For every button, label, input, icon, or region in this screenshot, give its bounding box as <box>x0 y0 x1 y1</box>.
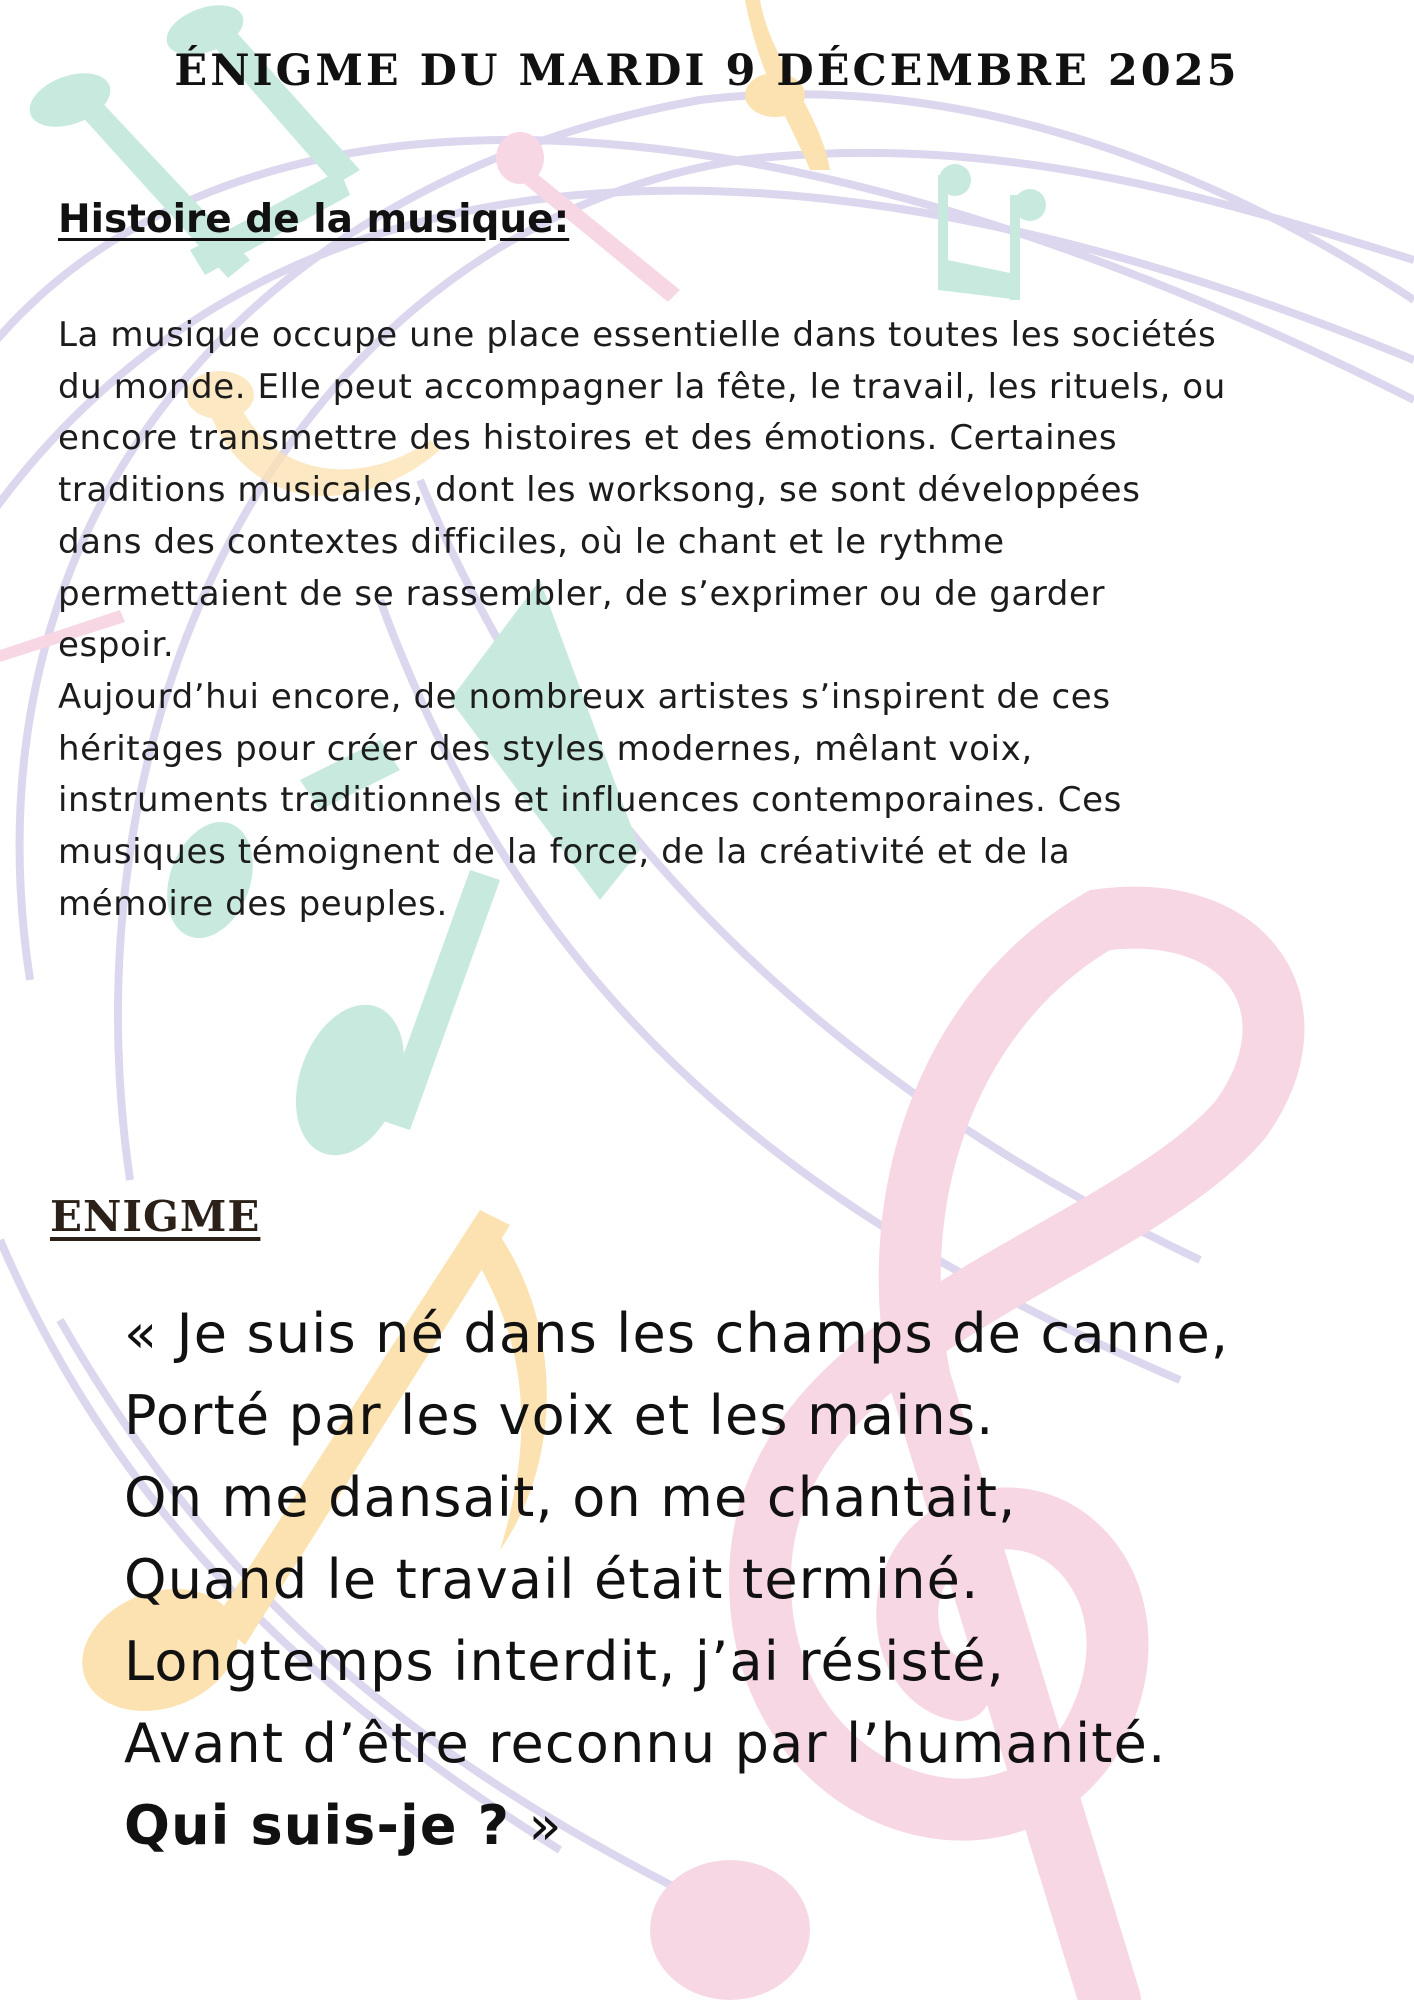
poem-line: Longtemps interdit, j’ai résisté, <box>124 1630 1006 1693</box>
poem-line: Avant d’être reconnu par l’humanité. <box>124 1712 1167 1775</box>
closing-quote: » <box>510 1794 563 1857</box>
history-line: permettaient de se rassembler, de s’exprimer ou de garder <box>58 573 1106 614</box>
history-line: dans des contextes difficiles, où le chant et le rythme <box>58 521 1005 562</box>
poem-line: Quand le travail était terminé. <box>124 1548 980 1611</box>
history-paragraph <box>58 310 1388 930</box>
history-line: héritages pour créer des styles modernes, mêlant voix, <box>58 728 1033 769</box>
riddle-heading: ENIGME <box>50 1192 261 1241</box>
history-line: instruments traditionnels et influences contemporaines. Ces <box>58 780 1122 821</box>
history-line: traditions musicales, dont les worksong, se sont développées <box>58 470 1141 511</box>
poem-line: Porté par les voix et les mains. <box>124 1384 995 1447</box>
history-line: Aujourd’hui encore, de nombreux artistes s’inspirent de ces <box>58 676 1111 717</box>
history-line: La musique occupe une place essentielle dans toutes les sociétés <box>58 315 1217 355</box>
history-heading: Histoire de la musique: <box>58 197 570 242</box>
poem-line: On me dansait, on me chantait, <box>124 1466 1017 1529</box>
page-title: ÉNIGME DU MARDI 9 DÉCEMBRE 2025 <box>174 46 1240 96</box>
riddle-question: Qui suis-je ? <box>124 1794 511 1857</box>
history-line: mémoire des peuples. <box>58 883 448 924</box>
history-line: du monde. Elle peut accompagner la fête, le travail, les rituels, ou <box>58 366 1226 407</box>
history-line: encore transmettre des histoires et des émotions. Certaines <box>58 418 1118 459</box>
history-line: espoir. <box>58 625 175 666</box>
history-line: musiques témoignent de la force, de la créativité et de la <box>58 832 1071 873</box>
poem-line: « Je suis né dans les champs de canne, <box>124 1302 1230 1365</box>
poem-final-line <box>124 1785 1384 1867</box>
riddle-poem <box>124 1293 1384 1867</box>
